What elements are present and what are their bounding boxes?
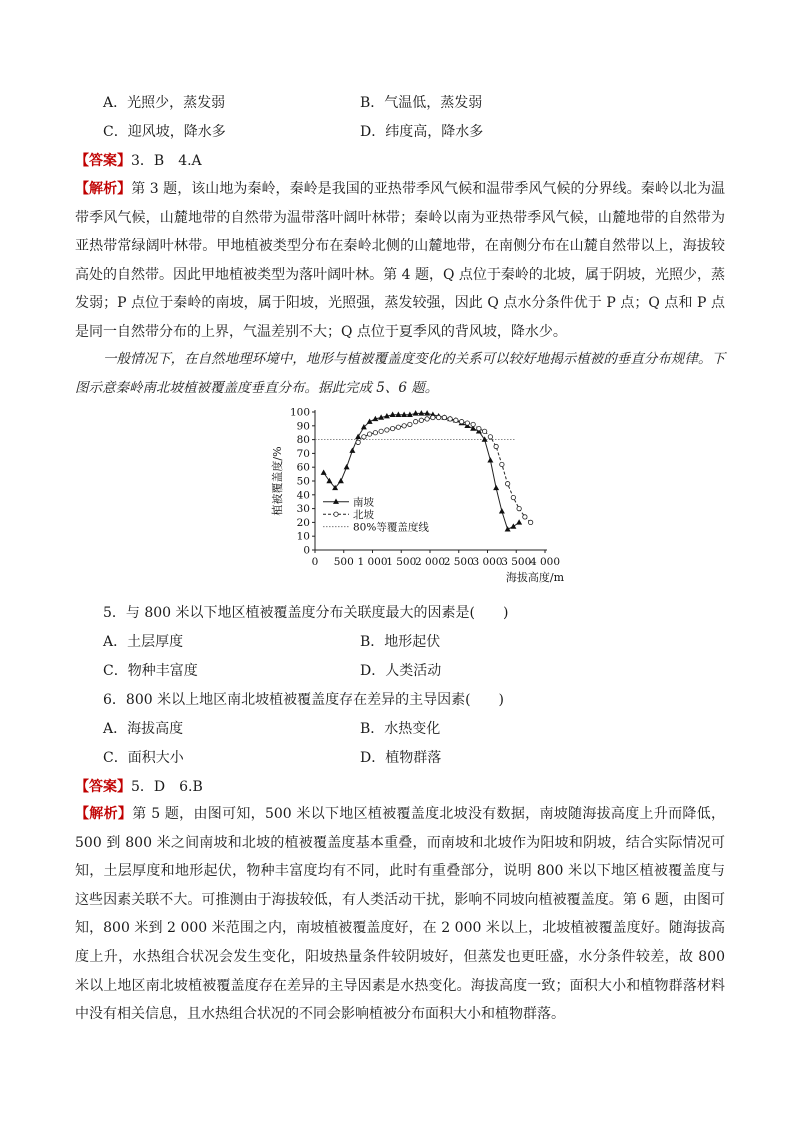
question-6-stem: 6．800 米以上地区南北坡植被覆盖度存在差异的主导因素( ) (103, 692, 505, 708)
y-axis-label: 植被覆盖度/% (271, 446, 284, 516)
y-tick-label: 80 (296, 434, 310, 447)
y-tick-label: 100 (289, 406, 310, 419)
x-tick-label: 0 (311, 556, 319, 568)
north-slope-point (442, 415, 446, 419)
q6-option-b: B．水热变化 (360, 721, 441, 737)
north-slope-point (517, 506, 521, 510)
analysis-text-2: 第 5 题，由图可知，500 米以下地区植被覆盖度北坡没有数据，南坡随海拔高度上升而降低，500 到 800 米之间南坡和北坡的植被覆盖度基本重叠，而南坡和北坡作为阳坡和阴坡，结合实际情况可知，土层厚度和地形起伏，物种丰富度均有不同，此时有重叠部分，说明 800 米以下地区植被覆盖度与这些因素关联不大。可推测由于海拔较低，有人类活动干扰，影响不同坡向植被覆盖度。第 6 题，由图可知，800 米到 2 000 米范围之内，南坡植被覆盖度好，在 2 000 米以上，北坡植被覆盖度好。随海拔高度上升，水热组合状况会发生变化，阳坡热量条件较阴坡好，但蒸发也更旺盛，水分条件较差，故 800 米以上地区南北坡植被覆盖度存在差异的主导因素是水热变化。海拔高度一致；面积大小和植物群落材料中没有相关信息，且水热组合状况的不同会影响植被分布面积大小和植物群落。 (75, 806, 725, 1023)
north-slope-point (523, 515, 527, 519)
north-slope-point (528, 520, 532, 524)
north-slope-point (402, 424, 406, 428)
north-slope-point (459, 419, 463, 423)
north-slope-point (488, 435, 492, 439)
south-slope-point (499, 508, 505, 513)
answer-tag: 【答案】 (75, 153, 131, 169)
series-line-2 (358, 418, 530, 523)
north-slope-point (477, 426, 481, 430)
north-slope-point (494, 444, 498, 448)
south-slope-point (395, 412, 401, 417)
north-slope-point (431, 415, 435, 419)
south-slope-point (516, 519, 522, 524)
option-a: A．光照少，蒸发弱 (103, 95, 226, 111)
south-slope-point (355, 434, 361, 439)
north-slope-point (396, 425, 400, 429)
north-slope-point (408, 422, 412, 426)
q6-option-a: A．海拔高度 (103, 721, 184, 737)
y-tick-label: 40 (296, 489, 310, 502)
south-slope-point (390, 412, 396, 417)
option-d: D．纬度高，降水多 (360, 124, 484, 140)
north-slope-point (465, 421, 469, 425)
north-slope-point (379, 429, 383, 433)
x-axis-label: 海拔高度/m (505, 571, 565, 584)
y-tick-label: 20 (296, 516, 310, 529)
q6-option-c: C．面积大小 (103, 750, 184, 766)
north-slope-point (482, 429, 486, 433)
north-slope-point (367, 432, 371, 436)
north-slope-point (436, 415, 440, 419)
north-slope-point (425, 417, 429, 421)
legend-marker-circle (334, 512, 338, 516)
north-slope-point (454, 418, 458, 422)
north-slope-point (362, 435, 366, 439)
south-slope-point (338, 478, 344, 483)
q5-option-d: D．人类活动 (360, 663, 442, 679)
north-slope-point (500, 462, 504, 466)
north-slope-point (471, 422, 475, 426)
answer-line-2 (75, 777, 203, 797)
north-slope-point (373, 431, 377, 435)
x-tick-label: 2 000 (414, 556, 446, 568)
q5-option-c: C．物种丰富度 (103, 663, 198, 679)
north-slope-point (413, 419, 417, 423)
y-tick-label: 50 (296, 475, 310, 488)
y-tick-label: 70 (296, 447, 310, 460)
x-tick-label: 4 000 (529, 556, 561, 568)
question-intro: 一般情况下，在自然地理环境中，地形与植被覆盖度变化的关系可以较好地揭示植被的垂直分布规律。下图示意秦岭南北坡植被覆盖度垂直分布。据此完成 5、6 题。 (75, 351, 725, 396)
south-slope-point (413, 410, 419, 415)
south-slope-point (424, 410, 430, 415)
y-tick-label: 0 (303, 544, 310, 557)
analysis-paragraph-2 (75, 800, 725, 1029)
legend-label-3: 80%等覆盖度线 (353, 521, 429, 534)
north-slope-point (511, 495, 515, 499)
y-tick-label: 90 (296, 420, 310, 433)
y-tick-label: 10 (296, 530, 310, 543)
q5-option-a: A．土层厚度 (103, 634, 184, 650)
x-tick-label: 3 000 (472, 556, 503, 568)
analysis-paragraph (75, 175, 725, 347)
analysis-tag-2: 【解析】 (75, 806, 133, 822)
vegetation-coverage-chart (265, 402, 565, 594)
q6-option-d: D．植物群落 (360, 750, 442, 766)
north-slope-point (448, 417, 452, 421)
option-b: B．气温低，蒸发弱 (360, 95, 483, 111)
answer-line (75, 151, 202, 171)
y-tick-label: 30 (296, 503, 310, 516)
answer-text-2: 5．D 6.B (131, 779, 203, 795)
answer-text: 3．B 4.A (131, 153, 202, 169)
south-slope-point (487, 457, 493, 462)
south-slope-point (510, 523, 516, 528)
south-slope-point (344, 464, 350, 469)
south-slope-point (418, 410, 424, 415)
south-slope-point (349, 447, 355, 452)
q5-option-b: B．地形起伏 (360, 634, 441, 650)
analysis-text: 第 3 题，该山地为秦岭，秦岭是我国的亚热带季风气候和温带季风气候的分界线。秦岭以北为温带季风气候，山麓地带的自然带为温带落叶阔叶林带；秦岭以南为亚热带季风气候，山麓地带的自然带为亚热带常绿阔叶林带。甲地植被类型分布在秦岭北侧的山麓地带，在南侧分布在山麓自然带以上，海拔较高处的自然带。因此甲地植被类型为落叶阔叶林。第 4 题，Q 点位于秦岭的北坡，属于阴坡，光照少，蒸发弱；P 点位于秦岭的南坡，属于阳坡，光照强，蒸发较强，因此 Q 点水分条件优于 P 点；Q 点和 P 点是同一自然带分布的上界，气温差别不大；Q 点位于夏季风的背风坡，降水少。 (75, 181, 726, 340)
y-tick-label: 60 (296, 461, 310, 474)
north-slope-point (356, 440, 360, 444)
answer-tag-2: 【答案】 (75, 779, 131, 795)
north-slope-point (390, 426, 394, 430)
legend-label-2: 北坡 (353, 509, 374, 522)
x-tick-label: 1 500 (386, 556, 417, 568)
x-tick-label: 2 500 (443, 556, 474, 568)
south-slope-point (321, 470, 327, 475)
north-slope-point (419, 418, 423, 422)
x-tick-label: 1 000 (357, 556, 388, 568)
analysis-tag: 【解析】 (75, 181, 132, 197)
x-tick-label: 3 500 (501, 556, 532, 568)
x-tick-label: 500 (333, 556, 354, 568)
south-slope-point (401, 412, 407, 417)
north-slope-point (505, 482, 509, 486)
question-5-stem: 5．与 800 米以下地区植被覆盖度分布关联度最大的因素是( ) (103, 605, 509, 621)
north-slope-point (385, 428, 389, 432)
option-c: C．迎风坡，降水多 (103, 124, 226, 140)
legend-label-1: 南坡 (353, 496, 374, 509)
south-slope-point (493, 485, 499, 490)
